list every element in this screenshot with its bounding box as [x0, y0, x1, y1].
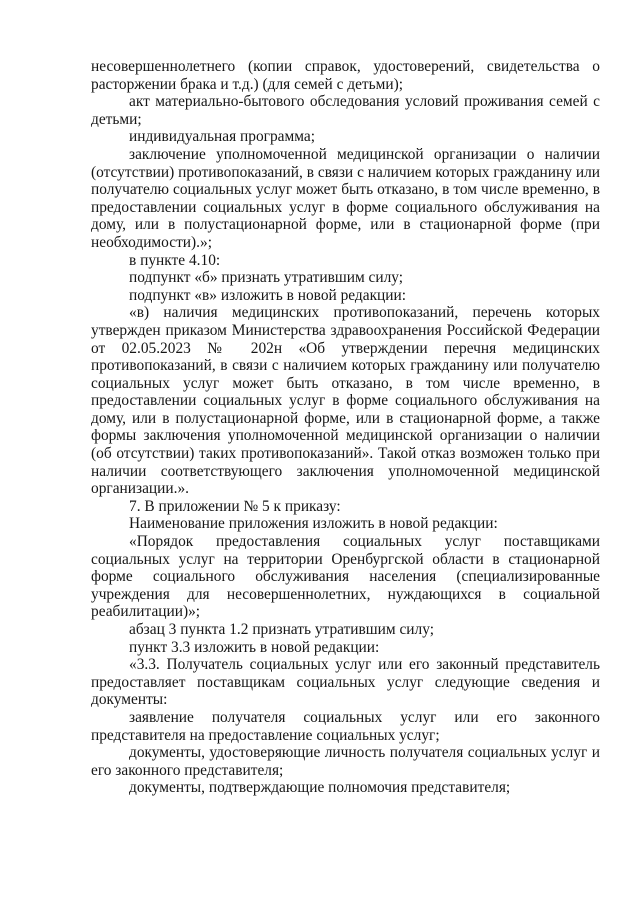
- paragraph-3: индивидуальная программа;: [129, 128, 315, 146]
- paragraph-2: акт материально-бытового обследования условий проживания семей с детьми;: [91, 93, 600, 128]
- paragraph-17: документы, подтверждающие полномочия представителя;: [129, 779, 511, 797]
- paragraph-15: заявление получателя социальных услуг или его законного представителя на предоставление социальных услуг;: [91, 708, 600, 744]
- paragraph-8: «в) наличия медицинских противопоказаний, перечень которых утвержден приказом Министерства здравоохранения Российской Федерации от 02.05.2023 № 202н «Об утверждении перечня медицинских противопоказаний, в связи с наличием которых гражданину или получателю социальных услуг может быть отказано, в том числе временно, в предоставлении социальных услуг в форме социального обслуживания на дому, или в полустационарной форме, или в стационарной форме, а также формы заключения уполномоченной медицинской организации о наличии (об отсутствии) таких противопоказаний». Такой отказ возможен только при наличии соответствующего заключения уполномоченной медицинской организации.».: [91, 304, 600, 498]
- paragraph-1: несовершеннолетнего (копии справок, удостоверений, свидетельства о расторжении брака и т.д.) (для семей с детьми);: [91, 58, 600, 93]
- paragraph-14: «3.3. Получатель социальных услуг или его законный представитель предоставляет поставщикам социальных услуг следующие сведения и документы:: [91, 656, 600, 709]
- paragraph-5: в пункте 4.10:: [129, 251, 221, 269]
- paragraph-6: подпункт «б» признать утратившим силу;: [129, 269, 404, 287]
- paragraph-13: пункт 3.3 изложить в новой редакции:: [129, 638, 380, 656]
- paragraph-11: «Порядок предоставления социальных услуг поставщиками социальных услуг на территории Оренбургской области в стационарной форме социального обслуживания населения (специализированные учреждения для несовершеннолетних, нуждающихся в социальной реабилитации)»;: [91, 533, 600, 621]
- document-body: [91, 58, 600, 797]
- paragraph-16: документы, удостоверяющие личность получателя социальных услуг и его законного представителя;: [91, 744, 600, 779]
- paragraph-4: заключение уполномоченной медицинской организации о наличии (отсутствии) противопоказаний, в связи с наличием которых гражданину или получателю социальных услуг может быть отказано, в том числе временно, в предоставлении социальных услуг в форме социального обслуживания на дому, или в полустационарной форме, или в стационарной форме (при необходимости).»;: [91, 145, 600, 251]
- paragraph-9: 7. В приложении № 5 к приказу:: [129, 497, 341, 515]
- paragraph-12: абзац 3 пункта 1.2 признать утратившим силу;: [129, 621, 434, 638]
- paragraph-10: Наименование приложения изложить в новой редакции:: [129, 515, 498, 533]
- paragraph-7: подпункт «в» изложить в новой редакции:: [129, 286, 407, 304]
